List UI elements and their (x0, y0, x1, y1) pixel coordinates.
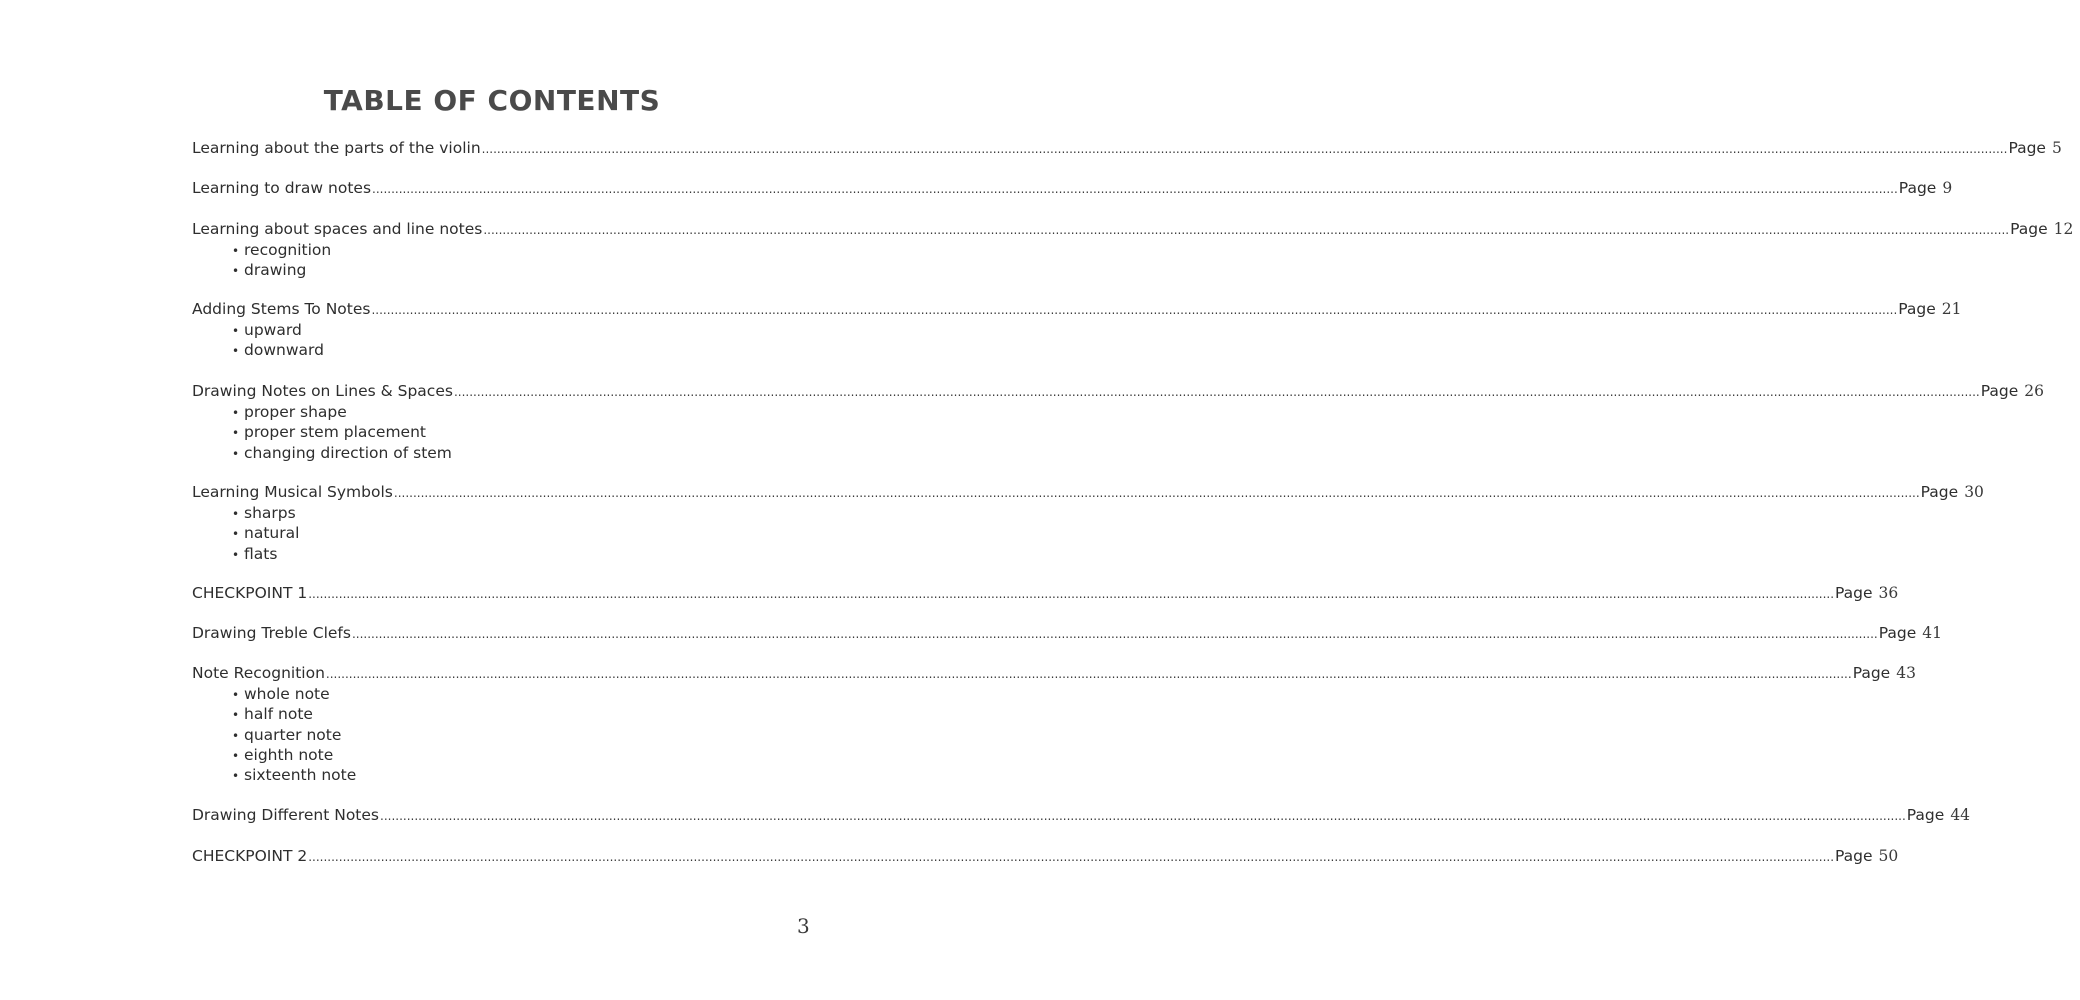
toc-subitem-label: upward (244, 321, 302, 339)
toc-page-number: 26 (2024, 382, 2044, 400)
dot-leader: ................................................................................................................................................................................................................................................................................................................................................................................................................ (351, 627, 1878, 641)
toc-page-number: 50 (1878, 847, 1899, 865)
toc-subitem (232, 443, 452, 463)
toc-subitem (232, 422, 426, 442)
toc-subitem-label: proper shape (244, 403, 347, 421)
bullet-icon: • (232, 527, 240, 542)
toc-entry-line (192, 583, 1899, 604)
toc-entry (192, 381, 2044, 401)
toc-page-number: 41 (1922, 624, 1942, 642)
toc-page-label: Page (1835, 584, 1873, 602)
dot-leader: ................................................................................................................................................................................................................................................................................................................................................................................................................ (481, 142, 2008, 156)
toc-page-label: Page (2008, 139, 2046, 157)
toc-entry (192, 663, 1916, 683)
toc-entry (192, 219, 2074, 239)
toc-entry-title: Learning about the parts of the violin (192, 139, 481, 157)
toc-entry (192, 482, 1984, 502)
toc-entry-line (192, 663, 1916, 684)
toc-page-label: Page (1898, 179, 1937, 197)
toc-entry (192, 138, 2062, 158)
dot-leader: ................................................................................................................................................................................................................................................................................................................................................................................................................ (308, 587, 1835, 601)
toc-entry (192, 583, 1899, 603)
toc-entry-line (192, 482, 1984, 503)
dot-leader: ................................................................................................................................................................................................................................................................................................................................................................................................................ (325, 667, 1852, 681)
bullet-icon: • (232, 324, 240, 338)
toc-subitem (232, 765, 356, 785)
toc-page-number: 44 (1950, 806, 1971, 824)
toc-subitem (232, 523, 299, 543)
toc-entry-title: CHECKPOINT 2 (192, 847, 308, 865)
toc-entry-title: Adding Stems To Notes (192, 300, 371, 318)
dot-leader: ................................................................................................................................................................................................................................................................................................................................................................................................................ (453, 385, 1980, 399)
toc-subitem (232, 704, 313, 724)
toc-entry (192, 846, 1899, 866)
toc-entry-title: Learning about spaces and line notes (192, 220, 483, 238)
toc-subitem-label: changing direction of stem (244, 443, 452, 462)
bullet-icon: • (232, 688, 240, 702)
toc-subitem (232, 544, 277, 564)
toc-entry-title: Drawing Different Notes (192, 806, 379, 824)
toc-subitem (232, 684, 330, 704)
toc-entry-line (192, 846, 1899, 867)
toc-page-number: 12 (2053, 220, 2074, 238)
toc-subitem (232, 340, 324, 360)
toc-page-label: Page (2010, 220, 2048, 238)
toc-page-number: 9 (1942, 179, 1953, 197)
dot-leader: ................................................................................................................................................................................................................................................................................................................................................................................................................ (483, 223, 2010, 237)
toc-subitem-label: recognition (244, 241, 332, 259)
toc-subitem (232, 725, 341, 745)
toc-subitem-label: flats (244, 544, 278, 563)
toc-subitem-label: quarter note (244, 725, 342, 744)
toc-subitem (232, 240, 331, 260)
toc-subitem-label: downward (244, 341, 324, 360)
dot-leader: ................................................................................................................................................................................................................................................................................................................................................................................................................ (308, 850, 1835, 864)
toc-page-number: 43 (1896, 664, 1916, 682)
dot-leader: ................................................................................................................................................................................................................................................................................................................................................................................................................ (371, 303, 1898, 317)
dot-leader: ................................................................................................................................................................................................................................................................................................................................................................................................................ (393, 486, 1920, 500)
toc-subitem (232, 745, 333, 765)
toc-entry (192, 805, 1971, 825)
toc-entry (192, 178, 1953, 198)
toc-subitem-label: natural (244, 524, 300, 543)
toc-subitem (232, 260, 306, 280)
toc-subitem (232, 402, 347, 422)
toc-entry-title: Drawing Notes on Lines & Spaces (192, 382, 453, 400)
toc-page-label: Page (1835, 847, 1873, 865)
bullet-icon: • (232, 728, 240, 743)
toc-subitem (232, 503, 296, 523)
toc-page-number: 36 (1878, 584, 1899, 602)
bullet-icon: • (232, 344, 240, 359)
toc-subitem-label: sixteenth note (244, 766, 357, 785)
bullet-icon: • (232, 708, 240, 723)
toc-entry-line (192, 381, 2044, 402)
dot-leader: ................................................................................................................................................................................................................................................................................................................................................................................................................ (380, 809, 1906, 823)
toc-subitem-label: whole note (244, 685, 330, 703)
bullet-icon: • (232, 446, 240, 461)
dot-leader: ................................................................................................................................................................................................................................................................................................................................................................................................................ (372, 182, 1898, 196)
toc-entry (192, 299, 1962, 319)
toc-subitem-label: sharps (244, 504, 296, 522)
bullet-icon: • (232, 264, 240, 279)
toc-page-number: 5 (2051, 139, 2062, 157)
toc-entry-line (192, 299, 1962, 320)
page-number: 3 (797, 914, 810, 938)
toc-entry-line (192, 219, 2074, 240)
toc-subitem-label: proper stem placement (244, 423, 426, 442)
bullet-icon: • (232, 426, 240, 441)
toc-page-label: Page (1852, 664, 1891, 682)
toc-subitem-label: eighth note (244, 745, 334, 764)
toc-subitem-label: drawing (244, 261, 307, 280)
toc-subitem (232, 320, 302, 340)
toc-entry-line (192, 805, 1971, 826)
bullet-icon: • (232, 769, 240, 784)
toc-entry-line (192, 623, 1942, 644)
toc-page-label: Page (1878, 624, 1917, 642)
bullet-icon: • (232, 244, 240, 258)
bullet-icon: • (232, 406, 240, 420)
toc-entry-line (192, 178, 1953, 199)
toc-page-label: Page (1906, 806, 1945, 824)
toc-entry-title: Drawing Treble Clefs (192, 624, 351, 642)
toc-entry-title: Learning Musical Symbols (192, 483, 393, 501)
toc-entry-title: Learning to draw notes (192, 179, 372, 197)
toc-entry-title: CHECKPOINT 1 (192, 584, 308, 602)
bullet-icon: • (232, 547, 240, 562)
toc-page-label: Page (1898, 300, 1936, 318)
toc-page-label: Page (1920, 483, 1959, 501)
toc-entry (192, 623, 1942, 643)
toc-subitem-label: half note (244, 705, 313, 724)
toc-page-number: 30 (1964, 483, 1984, 501)
toc-entry-title: Note Recognition (192, 664, 325, 682)
bullet-icon: • (232, 507, 240, 521)
toc-page-number: 21 (1941, 300, 1962, 318)
bullet-icon: • (232, 748, 240, 763)
toc-page-label: Page (1980, 382, 2019, 400)
toc-entry-line (192, 138, 2062, 159)
page-title: TABLE OF CONTENTS (323, 84, 661, 117)
